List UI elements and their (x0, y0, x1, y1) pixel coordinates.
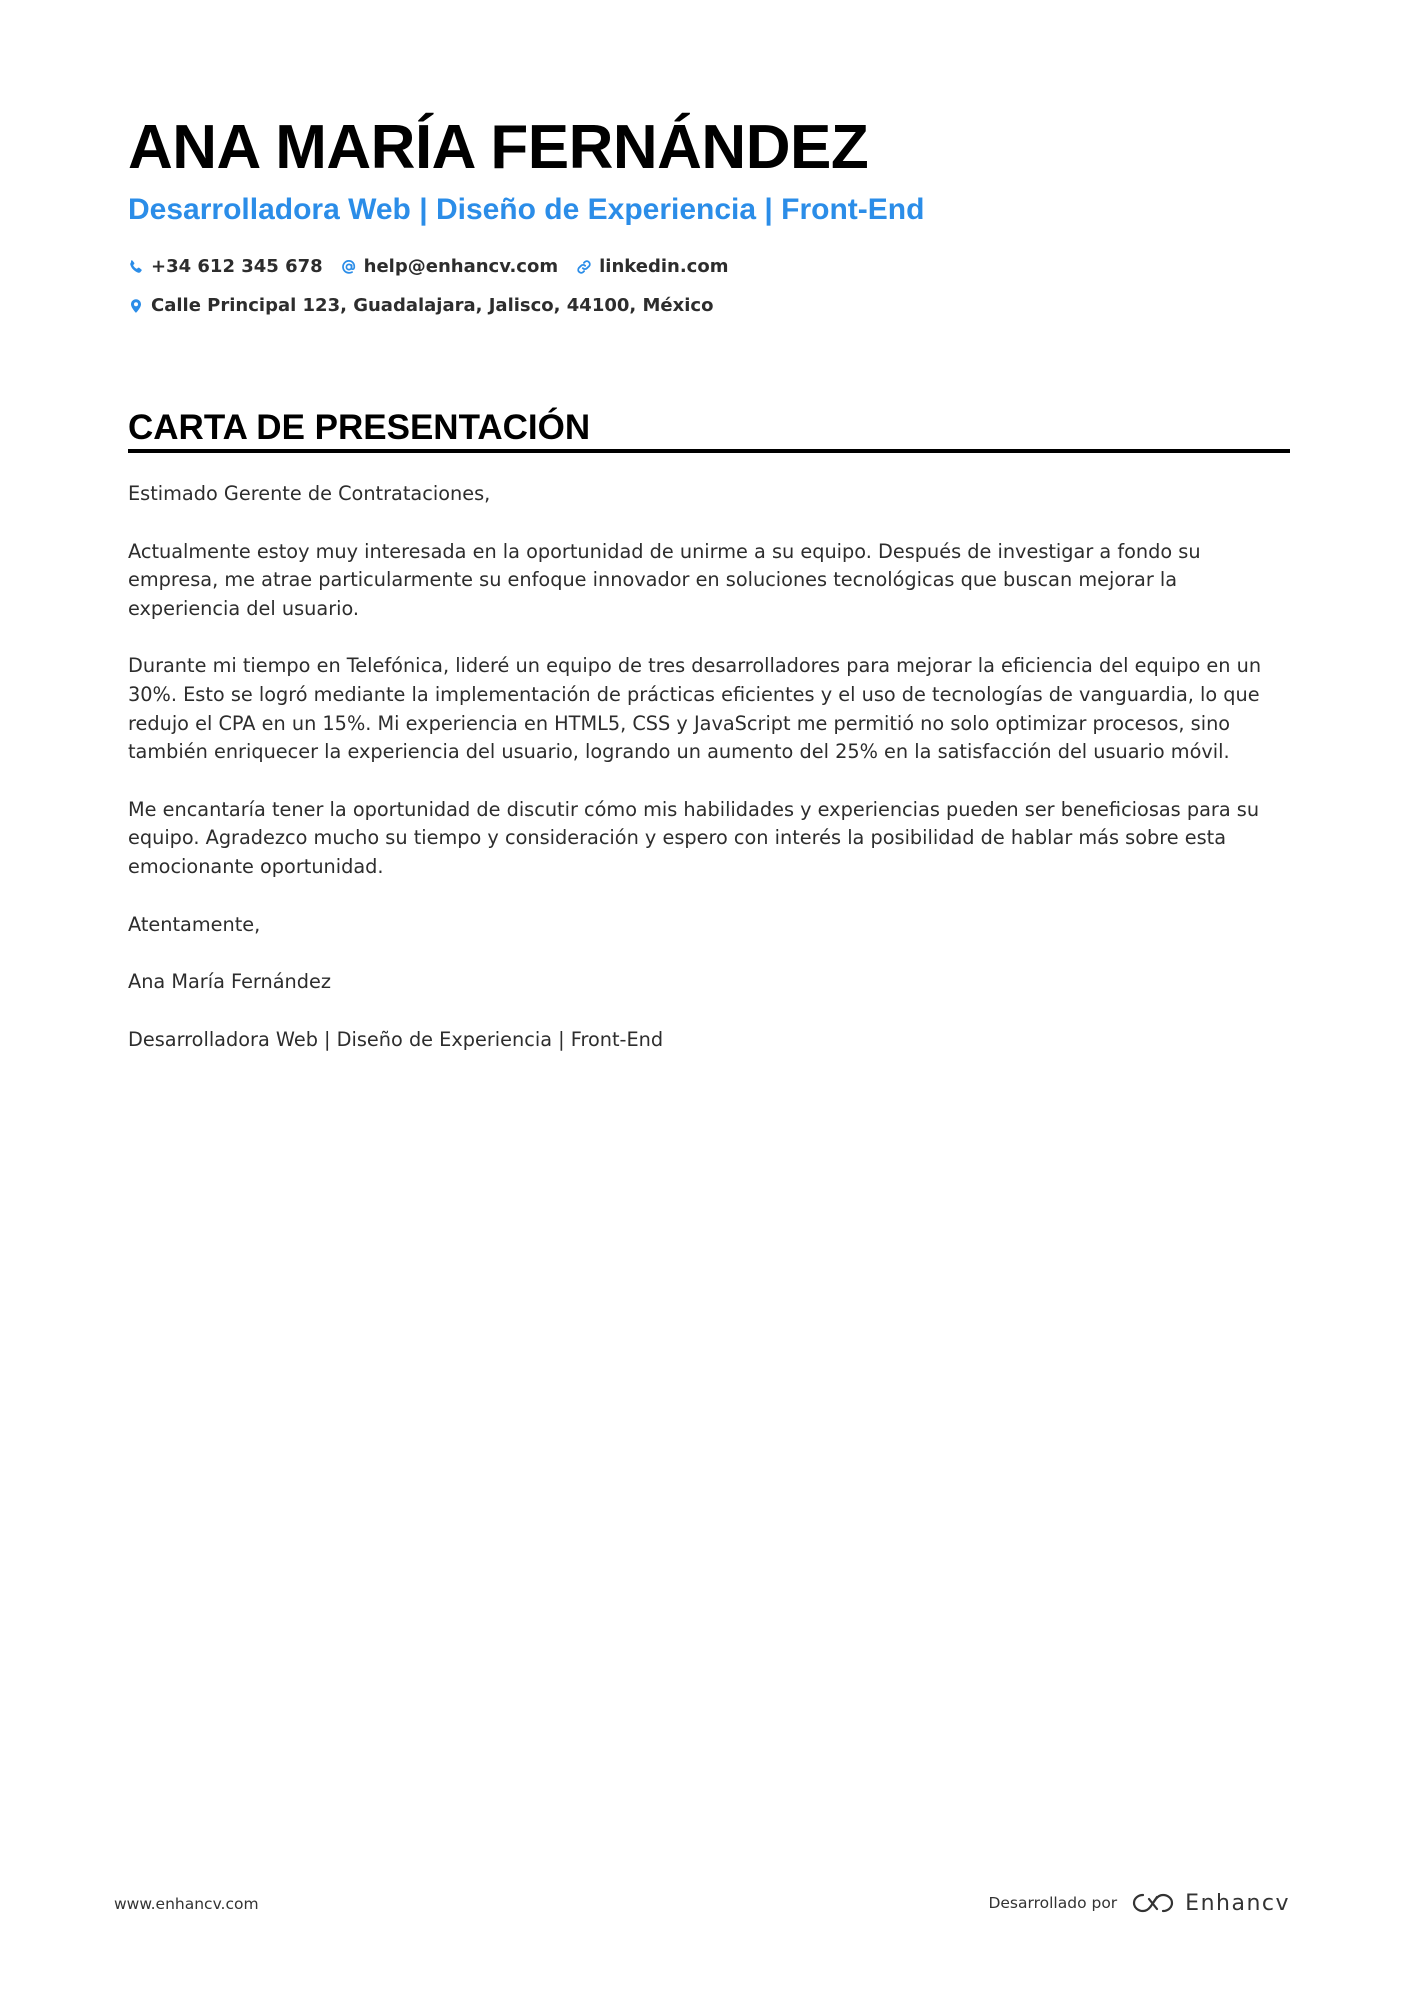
contact-phone (128, 254, 323, 280)
contact-row-address (128, 293, 731, 319)
phone-icon (128, 259, 144, 275)
location-pin-icon (128, 298, 144, 314)
section-title: CARTA DE PRESENTACIÓN (128, 408, 591, 447)
footer-website[interactable]: www.enhancv.com (114, 1895, 259, 1913)
at-icon (341, 259, 357, 275)
contact-linkedin-text[interactable]: linkedin.com (599, 256, 729, 277)
candidate-headline: Desarrolladora Web | Diseño de Experiencia | Front-End (128, 193, 925, 226)
contact-address-text: Calle Principal 123, Guadalajara, Jalisco, 44100, México (151, 295, 714, 316)
letter-paragraph: Durante mi tiempo en Telefónica, lideré un equipo de tres desarrolladores para mejorar la eficiencia del equipo en un 30%. Esto se logró mediante la implementación de prácticas eficientes y el uso de tecnologías de vanguardia, lo que redujo el CPA en un 15%. Mi experiencia en HTML5, CSS y JavaScript me permitió no solo optimizar procesos, sino también enriquecer la experiencia del usuario, logrando un aumento del 25% en la satisfacción del usuario móvil. (128, 654, 1262, 764)
contact-phone-text: +34 612 345 678 (151, 256, 323, 277)
footer-branding (988, 1890, 1290, 1916)
candidate-name: ANA MARÍA FERNÁNDEZ (128, 113, 869, 182)
letter-paragraph: Me encantaría tener la oportunidad de discutir cómo mis habilidades y experiencias pueden ser beneficiosas para su equipo. Agradezco mucho su tiempo y consideración y espero con interés la posibilidad de hablar más sobre esta emocionante oportunidad. (128, 797, 1260, 878)
letter-signature-name: Ana María Fernández (128, 970, 331, 994)
section-divider (128, 449, 1290, 453)
contact-row-primary (128, 254, 746, 280)
brand-name: Enhancv (1185, 1890, 1290, 1916)
letter-paragraph: Actualmente estoy muy interesada en la oportunidad de unirme a su equipo. Después de investigar a fondo su empresa, me atrae particularmente su enfoque innovador en soluciones tecnológicas que buscan mejorar la experiencia del usuario. (128, 539, 1201, 620)
contact-linkedin (576, 254, 728, 280)
powered-by-label: Desarrollado por (988, 1894, 1118, 1912)
letter-body (128, 480, 1290, 1083)
enhancv-logo-icon (1129, 1890, 1177, 1916)
contact-email-text[interactable]: help@enhancv.com (363, 256, 559, 277)
contact-email (341, 254, 558, 280)
letter-closing: Atentamente, (128, 912, 261, 936)
contact-address (128, 293, 713, 319)
letter-signature-title: Desarrolladora Web | Diseño de Experiencia | Front-End (128, 1027, 664, 1051)
letter-salutation: Estimado Gerente de Contrataciones, (128, 482, 491, 505)
link-icon (576, 259, 592, 275)
